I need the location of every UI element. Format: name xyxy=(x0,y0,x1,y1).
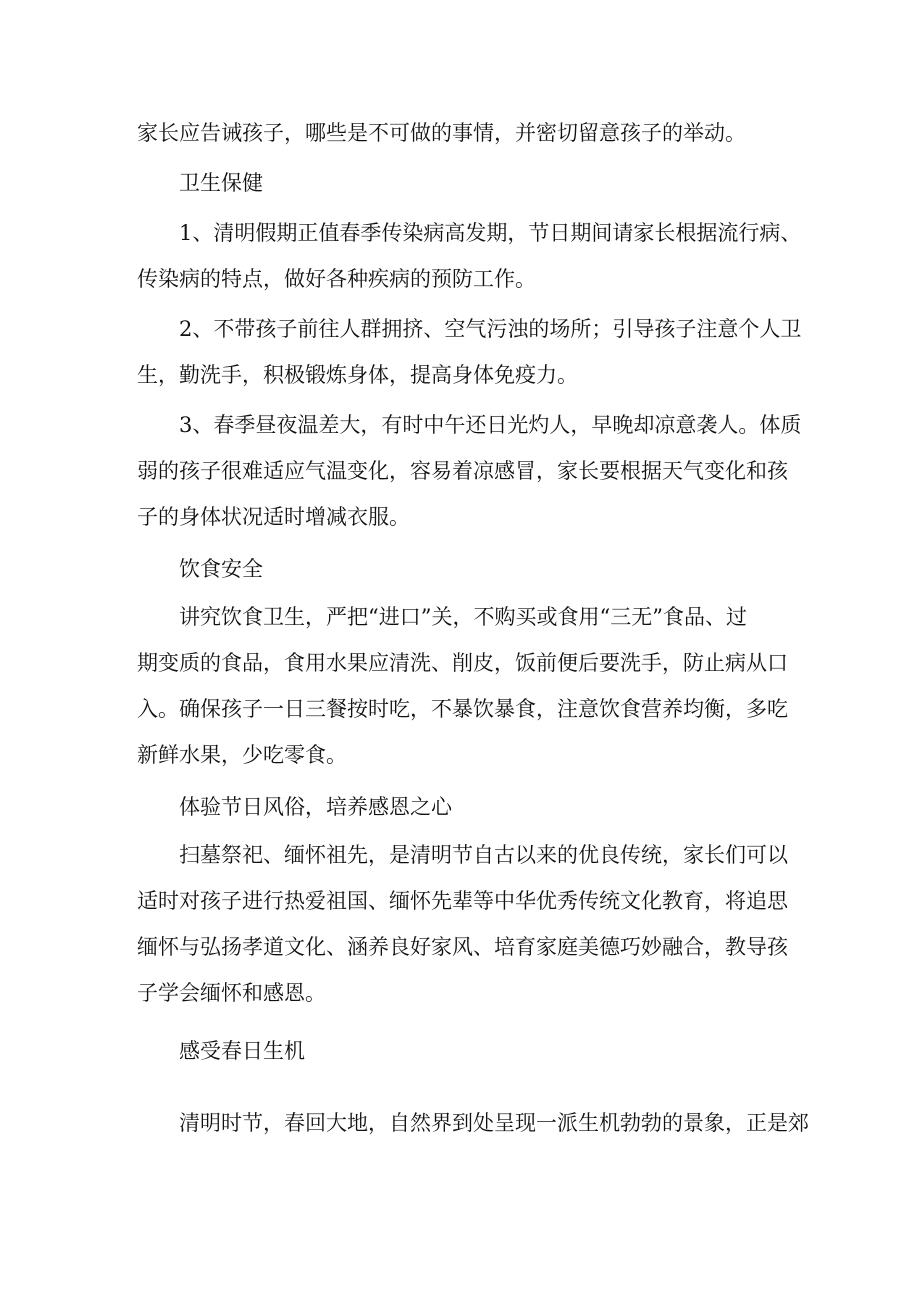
paragraph-line: 2、不带孩子前往人群拥挤、空气污浊的场所；引导孩子注意个人卫 xyxy=(179,317,802,341)
paragraph-line: 讲究饮食卫生，严把“进口”关，不购买或食用“三无”食品、过 xyxy=(179,605,747,629)
section-heading-food-safety: 饮食安全 xyxy=(179,557,263,581)
section-heading-festival-customs: 体验节日风俗，培养感恩之心 xyxy=(179,795,452,819)
paragraph-line: 缅怀与弘扬孝道文化、涵养良好家风、培育家庭美德巧妙融合，教导孩 xyxy=(137,935,788,959)
paragraph-line: 子的身体状况适时增减衣服。 xyxy=(137,505,410,529)
paragraph-line: 子学会缅怀和感恩。 xyxy=(137,981,326,1005)
paragraph-line: 1、清明假期正值春季传染病高发期，节日期间请家长根据流行病、 xyxy=(179,221,802,245)
paragraph-line: 弱的孩子很难适应气温变化，容易着凉感冒，家长要根据天气变化和孩 xyxy=(137,459,788,483)
paragraph-line: 入。确保孩子一日三餐按时吃，不暴饮暴食，注意饮食营养均衡，多吃 xyxy=(137,697,788,721)
paragraph-line: 扫墓祭祀、缅怀祖先，是清明节自古以来的优良传统，家长们可以 xyxy=(179,843,788,867)
paragraph-line: 生，勤洗手，积极锻炼身体，提高身体免疫力。 xyxy=(137,363,578,387)
paragraph-line: 清明时节，春回大地，自然界到处呈现一派生机勃勃的景象，正是郊 xyxy=(179,1111,809,1135)
paragraph-line: 传染病的特点，做好各种疾病的预防工作。 xyxy=(137,267,536,291)
paragraph-line: 适时对孩子进行热爱祖国、缅怀先辈等中华优秀传统文化教育，将追思 xyxy=(137,889,788,913)
paragraph-line: 3、春季昼夜温差大，有时中午还日光灼人，早晚却凉意袭人。体质 xyxy=(179,413,802,437)
paragraph-line: 期变质的食品，食用水果应清洗、削皮，饭前便后要洗手，防止病从口 xyxy=(137,651,788,675)
section-heading-hygiene: 卫生保健 xyxy=(179,171,263,195)
paragraph-line: 新鲜水果，少吃零食。 xyxy=(137,743,347,767)
paragraph-line: 家长应告诫孩子，哪些是不可做的事情，并密切留意孩子的举动。 xyxy=(137,121,746,145)
section-heading-spring-vitality: 感受春日生机 xyxy=(179,1039,305,1063)
